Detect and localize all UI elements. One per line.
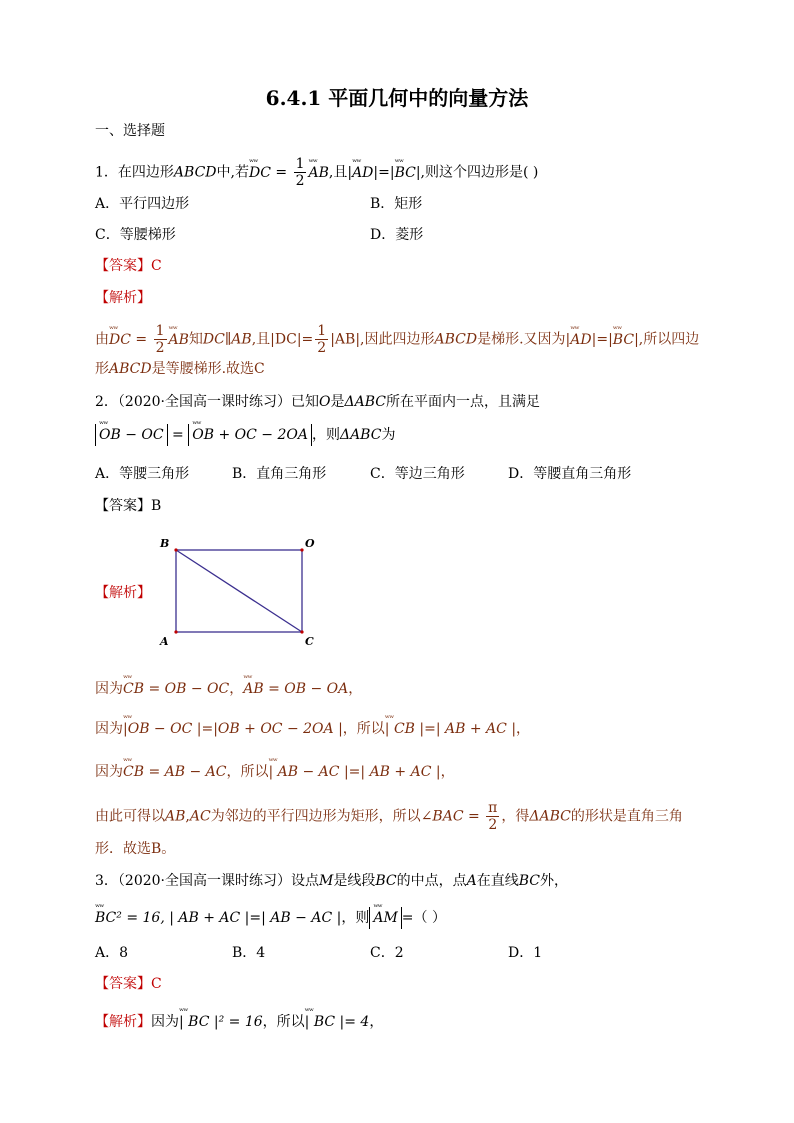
- q3-answer: 【答案】C: [95, 976, 162, 992]
- q2-answer: 【答案】B: [95, 498, 162, 514]
- q1-option-b: B．矩形: [370, 196, 423, 212]
- diagonal-bc: [176, 550, 302, 632]
- point-b: [174, 548, 177, 551]
- label-o: O: [305, 537, 315, 550]
- q3-analysis: 【解析】因为ʷʷ | BC |² = 16，所以ʷʷ | BC |= 4，: [95, 1013, 383, 1031]
- q2-option-c: C．等边三角形: [370, 466, 465, 482]
- q1-option-d: D．菱形: [370, 227, 424, 243]
- section-heading: 一、选择题: [95, 123, 165, 139]
- q2-analysis-line2: 因为ʷʷ |OB − OC |=|OB + OC − 2OA |，所以ʷʷ | CB |=| AB + AC |，: [95, 720, 530, 738]
- q3-condition: ʷʷ BC² = 16, | AB + AC |=| AB − AC |，则ʷʷ AM =（ ）: [95, 907, 446, 929]
- q2-analysis-line3: 因为ʷʷ CB = AB − AC，所以ʷʷ | AB − AC |=| AB + AC |，: [95, 763, 455, 781]
- label-c: C: [305, 635, 314, 648]
- q2-analysis-line4: 由此可得以AB,AC为邻边的平行四边形为矩形，所以∠BAC = $\frac{\pi}{2}$ ，得ΔABC的形状是直角三角: [95, 800, 683, 833]
- q3-option-a: A．8: [95, 945, 129, 961]
- q1-answer: 【答案】C: [95, 258, 162, 274]
- q3-stem: 3．（2020·全国高一课时练习）设点M是线段BC的中点，点A在直线BC外，: [95, 873, 568, 889]
- q2-stem: 2．（2020·全国高一课时练习）已知O是ΔABC所在平面内一点，且满足: [95, 394, 540, 410]
- page-title: 6.4.1 平面几何中的向量方法: [265, 86, 529, 110]
- point-o: [300, 548, 303, 551]
- label-a: A: [160, 635, 169, 648]
- point-c: [300, 630, 303, 633]
- q2-analysis-label: 【解析】: [95, 585, 151, 601]
- q2-option-d: D．等腰直角三角形: [508, 466, 632, 482]
- q3-option-d: D．1: [508, 945, 543, 961]
- label-b: B: [160, 537, 170, 550]
- q2-option-a: A．等腰三角形: [95, 466, 190, 482]
- fraction: $\frac{1}{2}$: [295, 156, 305, 189]
- q1-option-c: C．等腰梯形: [95, 227, 176, 243]
- q1-option-a: A．平行四边形: [95, 196, 190, 212]
- q1-stem: 1．在四边形ABCD中,若ʷʷ DC = $\frac{1}{2}$ ʷʷ AB,且|ʷʷ AD|=|ʷʷ BC|,则这个四边形是( ): [95, 156, 538, 189]
- q1-analysis-line2: 形ABCD是等腰梯形.故选C: [95, 361, 265, 377]
- rectangle-diagram-svg: [150, 535, 330, 650]
- q1-analysis-label: 【解析】: [95, 290, 151, 306]
- q3-option-b: B．4: [232, 945, 266, 961]
- point-a: [174, 630, 177, 633]
- q2-option-b: B．直角三角形: [232, 466, 327, 482]
- rectangle-diagram: [150, 535, 330, 650]
- q2-analysis-line5: 形．故选B。: [95, 841, 176, 857]
- q1-analysis-line1: 由ʷʷ DC = $\frac{1}{2}$ ʷʷ AB知DC∥AB,且|DC|= $\frac{1}{2}$ |AB|,因此四边形ABCD是梯形.又因为|ʷʷ AD|=|ʷʷ BC|,所以四边: [95, 323, 699, 356]
- q2-analysis-line1: 因为ʷʷ CB = OB − OC，ʷʷ AB = OB − OA，: [95, 680, 362, 698]
- q3-option-c: C．2: [370, 945, 404, 961]
- q2-condition: ʷʷ OB − OC = ʷʷ OB + OC − 2OA ，则ΔABC为: [95, 424, 395, 446]
